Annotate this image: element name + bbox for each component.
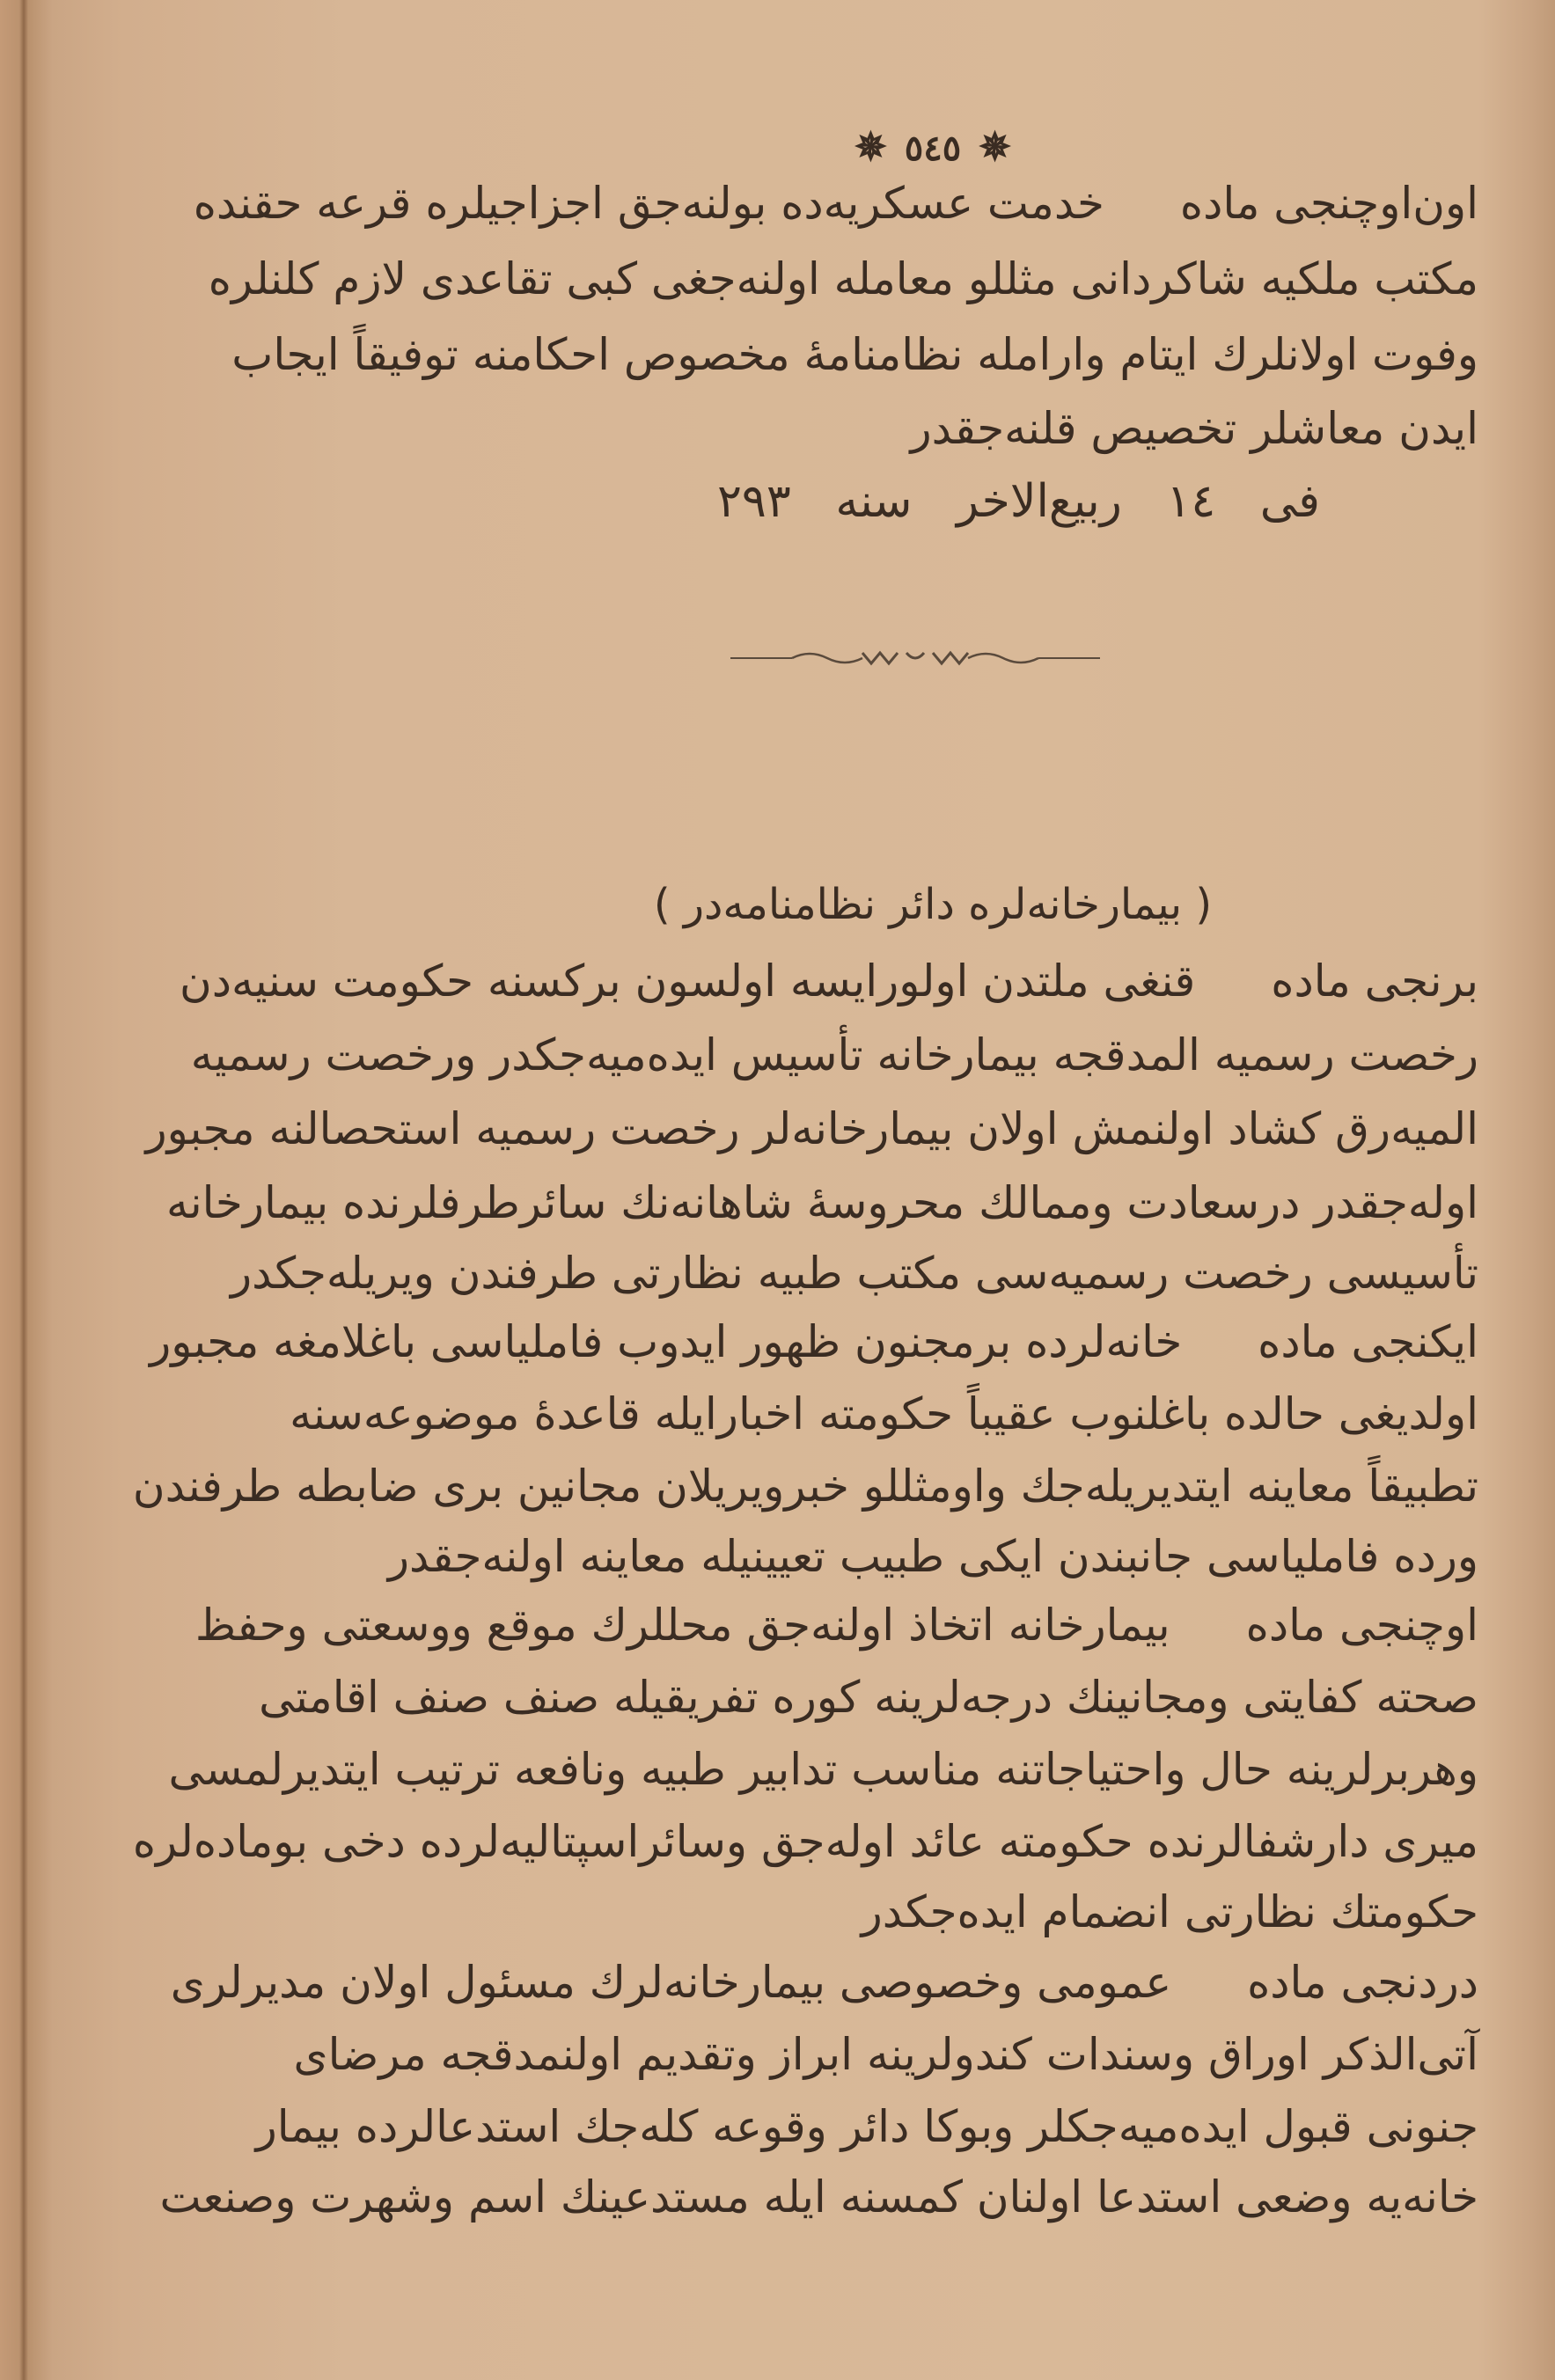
article-heading: ایکنجی ماده xyxy=(1258,1316,1478,1367)
text-line: میری دارشفالرنده حکومته عائد اوله‌جق وسائراسپتالیه‌لرده دخی بوماده‌لره xyxy=(132,1816,1478,1867)
text-line: تأسیسی رخصت رسمیه‌سی مکتب طبیه نظارتی طرفندن ویریله‌جکدر xyxy=(230,1248,1478,1299)
document-page xyxy=(132,0,1478,2380)
article-heading: اون‌اوچنجی ماده xyxy=(1179,178,1478,229)
article-heading: دردنجی ماده xyxy=(1247,1957,1478,2008)
text-line: خانه‌یه وضعی استدعا اولنان کمسنه ایله مستدعینك اسم وشهرت وصنعت xyxy=(159,2171,1478,2223)
text-line: مکتب ملکیه شاکردانی مثللو معامله اولنه‌جغی کبی تقاعدی لازم کلنلره xyxy=(208,253,1478,304)
text-line: رخصت رسمیه المدقجه بیمارخانه تأسیس ایده‌میه‌جکدر ورخصت رسمیه xyxy=(190,1029,1478,1080)
text-line: حکومتك نظارتی انضمام ایده‌جکدر xyxy=(861,1886,1478,1937)
text-line: ایدن معاشلر تخصیص قلنه‌جقدر xyxy=(910,403,1478,454)
section-title: ( بیمارخانه‌لره دائر نظامنامه‌در ) xyxy=(653,880,1213,929)
text-line: تطبیقاً معاینه ایتدیریله‌جك واومثللو خبرویریلان مجانین بری ضابطه طرفندن xyxy=(132,1461,1478,1512)
text-line: اوله‌جقدر درسعادت وممالك محروسهٔ شاهانه‌نك سائرطرفلرنده بیمارخانه xyxy=(165,1177,1478,1228)
book-spine-shadow xyxy=(19,0,28,2380)
ornamental-divider-icon xyxy=(730,648,1100,669)
article-heading: اوچنجی ماده xyxy=(1245,1600,1478,1651)
text-line: ایکنجی ماده خانه‌لرده برمجنون ظهور ایدوب فاملیاسی باغلامغه مجبور xyxy=(150,1316,1478,1367)
text-line: آتی‌الذکر اوراق وسندات کندولرینه ابراز وتقدیم اولنمدقجه مرضای xyxy=(293,2029,1478,2080)
text-line: اولدیغی حالده باغلنوب عقیباً حکومته اخبارایله قاعدهٔ موضوعه‌سنه xyxy=(290,1388,1478,1439)
text-line: ورده فاملیاسی جانبندن ایکی طبیب تعیینیله معاینه اولنه‌جقدر xyxy=(387,1531,1478,1582)
text-line: اوچنجی ماده بیمارخانه اتخاذ اولنه‌جق محللرك موقع ووسعتی وحفظ xyxy=(194,1600,1478,1651)
text-line: وفوت اولانلرك ایتام وارامله نظامنامهٔ مخصوص احکامنه توفیقاً ایجاب xyxy=(231,329,1478,380)
text-line: وهربرلرینه حال واحتیاجاتنه مناسب تدابیر طبیه ونافعه ترتیب ایتدیرلمسی xyxy=(168,1744,1478,1795)
text-line: جنونی قبول ایده‌میه‌جکلر وبوکا دائر وقوعه کله‌جك استدعالرده بیمار xyxy=(255,2101,1478,2152)
star-ornament-icon: ✵ xyxy=(979,125,1012,170)
page-number-header xyxy=(387,125,1478,170)
article-heading: برنجی ماده xyxy=(1271,956,1478,1007)
text-line: المیه‌رق کشاد اولنمش اولان بیمارخانه‌لر رخصت رسمیه استحصالنه مجبور xyxy=(145,1103,1478,1154)
date-line: فی ١٤ ربیع‌الاخر سنه ٢٩٣ xyxy=(716,475,1320,528)
text-line: دردنجی ماده عمومی وخصوصی بیمارخانه‌لرك مسئول اولان مدیرلری xyxy=(170,1957,1478,2008)
text-line: صحته کفایتی ومجانینك درجه‌لرینه کوره تفریقیله صنف صنف اقامتی xyxy=(259,1672,1478,1723)
page-number: ٥٤٥ xyxy=(904,128,962,169)
text-line: اون‌اوچنجی ماده خدمت عسکریه‌ده بولنه‌جق اجزاجیلره قرعه حقنده xyxy=(193,178,1478,229)
star-ornament-icon: ✵ xyxy=(854,125,887,170)
text-line: برنجی ماده قنغی ملتدن اولورایسه اولسون برکسنه حکومت سنیه‌دن xyxy=(180,956,1478,1007)
